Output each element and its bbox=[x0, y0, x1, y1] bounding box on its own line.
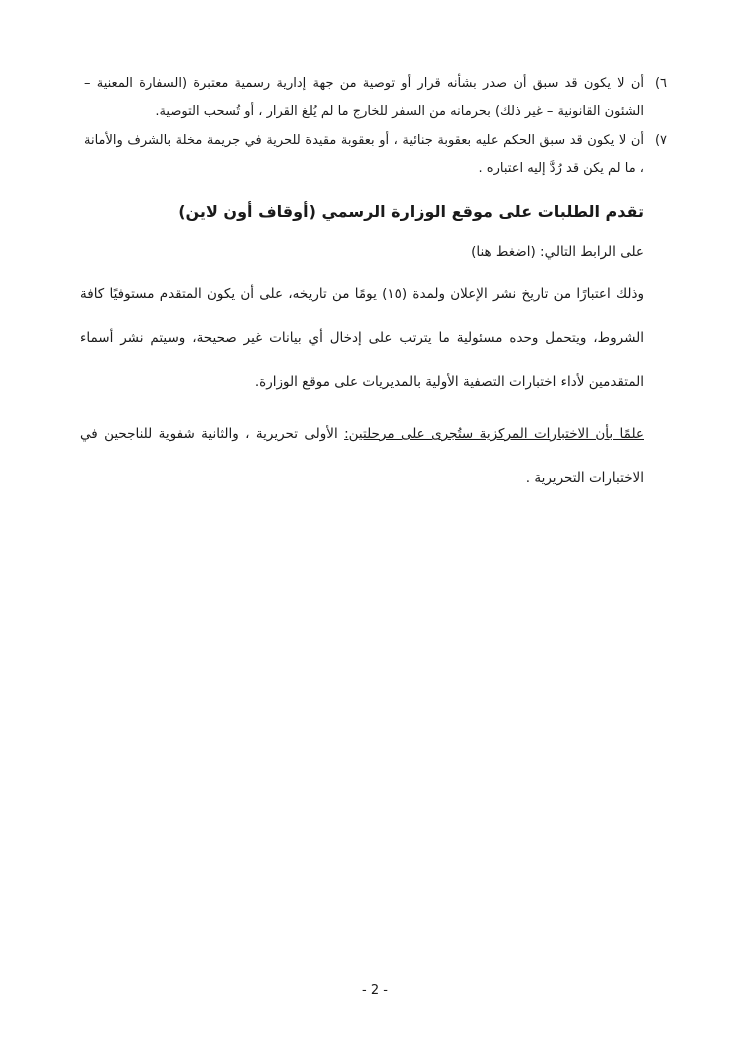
section-heading: تقدم الطلبات على موقع الوزارة الرسمي (أوقاف أون لاين) bbox=[178, 202, 644, 221]
condition-item-7 bbox=[84, 127, 668, 183]
condition-text: أن لا يكون قد سبق الحكم عليه بعقوبة جنائية ، أو بعقوبة مقيدة للحرية في جريمة مخلة بالشرف والأمانة ، ما لم يكن قد رُدَّ إليه اعتباره . bbox=[84, 133, 644, 176]
application-link[interactable]: على الرابط التالي: (اضغط هنا) bbox=[471, 244, 644, 260]
exam-note-rest: الأولى تحريرية ، والثانية شفوية للناجحين في الاختبارات التحريرية . bbox=[80, 426, 644, 486]
page-number: - 2 - bbox=[362, 983, 388, 998]
body-paragraph: وذلك اعتبارًا من تاريخ نشر الإعلان ولمدة (١٥) يومًا من تاريخه، على أن يكون المتقدم مستوفيًا كافة الشروط، ويتحمل وحده مسئولية ما يترتب على إدخال أي بيانات غير صحيحة، وسيتم نشر أسماء المتقدمين لأداء اختبارات التصفية الأولية بالمديريات على موقع الوزارة. bbox=[80, 286, 644, 390]
condition-number: ٧) bbox=[654, 133, 668, 148]
condition-number: ٦) bbox=[654, 76, 668, 91]
exam-note-underlined: علمًا بأن الاختبارات المركزية ستُجرى على مرحلتين: bbox=[344, 426, 644, 442]
condition-item-6 bbox=[84, 70, 668, 126]
exam-note bbox=[80, 412, 644, 500]
condition-text: أن لا يكون قد سبق أن صدر بشأنه قرار أو توصية من جهة إدارية رسمية معتبرة (السفارة المعنية – الشئون القانونية – غير ذلك) بحرمانه من السفر للخارج ما لم يُلغ القرار ، أو تُسحب التوصية. bbox=[84, 76, 644, 119]
